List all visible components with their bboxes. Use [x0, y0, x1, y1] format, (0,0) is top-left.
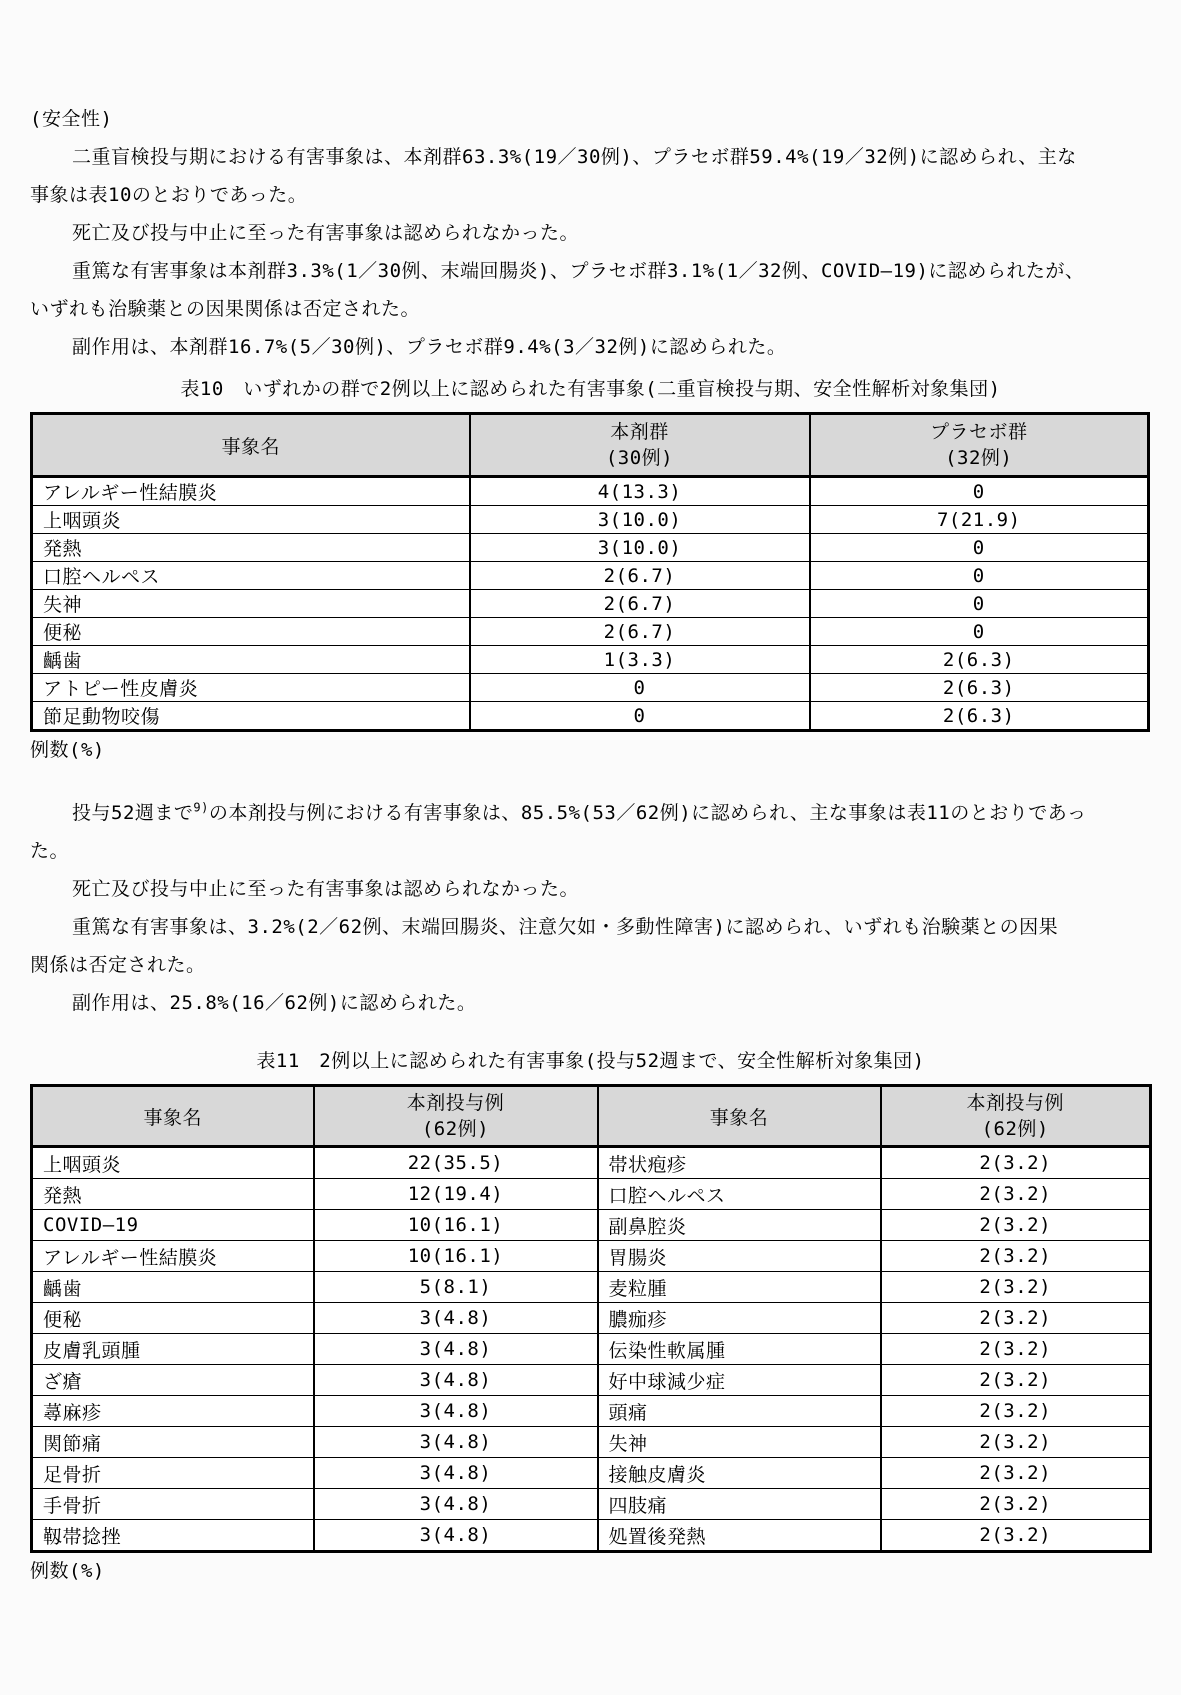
- table-row: [32, 1210, 1151, 1241]
- value-cell: 2(6.3): [810, 702, 1149, 731]
- event-cell: 発熱: [32, 534, 470, 562]
- event-cell: 接触皮膚炎: [598, 1458, 881, 1489]
- table11-header-cases-left: 本剤投与例 (62例): [314, 1086, 598, 1147]
- value-cell: 2(3.2): [881, 1520, 1151, 1552]
- value-cell: 2(3.2): [881, 1147, 1151, 1179]
- value-cell: 1(3.3): [470, 646, 810, 674]
- paragraph-line: いずれも治験薬との因果関係は否定された。: [30, 298, 421, 320]
- paragraph-text: の本剤投与例における有害事象は、85.5%(53／62例)に認められ、主な事象は表11のとおりであっ: [208, 802, 1087, 824]
- paragraph-line: [30, 794, 1151, 832]
- paragraph-line: 事象は表10のとおりであった。: [30, 184, 308, 206]
- value-cell: 22(35.5): [314, 1147, 598, 1179]
- table11-header-event-left: 事象名: [32, 1086, 314, 1147]
- table10-header-placebo: プラセボ群 (32例): [810, 414, 1149, 477]
- table-row: [32, 1489, 1151, 1520]
- event-cell: 口腔ヘルペス: [32, 562, 470, 590]
- value-cell: 2(3.2): [881, 1179, 1151, 1210]
- event-cell: 頭痛: [598, 1396, 881, 1427]
- table-row: [32, 1241, 1151, 1272]
- value-cell: 0: [810, 562, 1149, 590]
- value-cell: 3(4.8): [314, 1365, 598, 1396]
- table-row: [32, 534, 1149, 562]
- event-cell: 胃腸炎: [598, 1241, 881, 1272]
- paragraph-line: 重篤な有害事象は、3.2%(2／62例、末端回腸炎、注意欠如・多動性障害)に認められ、いずれも治験薬との因果: [72, 916, 1059, 938]
- table11-caption: 表11 2例以上に認められた有害事象(投与52週まで、安全性解析対象集団): [256, 1050, 925, 1072]
- table-row: [32, 590, 1149, 618]
- event-cell: 齲歯: [32, 1272, 314, 1303]
- value-cell: 0: [810, 534, 1149, 562]
- table-row: [32, 1520, 1151, 1552]
- event-cell: 発熱: [32, 1179, 314, 1210]
- value-cell: 2(6.3): [810, 646, 1149, 674]
- event-cell: COVID—19: [32, 1210, 314, 1241]
- value-cell: 2(3.2): [881, 1210, 1151, 1241]
- section-heading: (安全性): [30, 108, 113, 130]
- table-row: [32, 1179, 1151, 1210]
- event-cell: ざ瘡: [32, 1365, 314, 1396]
- event-cell: 関節痛: [32, 1427, 314, 1458]
- paragraph-line: 死亡及び投与中止に至った有害事象は認められなかった。: [72, 878, 580, 900]
- table-row: [32, 1458, 1151, 1489]
- table-row: [32, 1365, 1151, 1396]
- value-cell: 2(3.2): [881, 1365, 1151, 1396]
- footnote-reference-9: 9): [193, 800, 209, 815]
- event-cell: アトピー性皮膚炎: [32, 674, 470, 702]
- event-cell: アレルギー性結膜炎: [32, 1241, 314, 1272]
- table-row: [32, 646, 1149, 674]
- value-cell: 0: [470, 674, 810, 702]
- value-cell: 2(6.7): [470, 590, 810, 618]
- table11-header-event-right: 事象名: [598, 1086, 881, 1147]
- value-cell: 3(4.8): [314, 1489, 598, 1520]
- table-row: [32, 618, 1149, 646]
- paragraph-line: 重篤な有害事象は本剤群3.3%(1／30例、末端回腸炎)、プラセボ群3.1%(1／32例、COVID—19)に認められたが、: [72, 260, 1085, 282]
- value-cell: 0: [810, 590, 1149, 618]
- table11-header-row: [32, 1086, 1151, 1147]
- value-cell: 0: [810, 618, 1149, 646]
- table11: [30, 1084, 1152, 1553]
- table-row: [32, 506, 1149, 534]
- value-cell: 3(4.8): [314, 1334, 598, 1365]
- value-cell: 5(8.1): [314, 1272, 598, 1303]
- table10-header-event: 事象名: [32, 414, 470, 477]
- event-cell: 処置後発熱: [598, 1520, 881, 1552]
- paragraph-line: 副作用は、本剤群16.7%(5／30例)、プラセボ群9.4%(3／32例)に認められた。: [72, 336, 787, 358]
- value-cell: 2(6.7): [470, 618, 810, 646]
- event-cell: 便秘: [32, 618, 470, 646]
- table10: [30, 412, 1150, 732]
- value-cell: 4(13.3): [470, 477, 810, 506]
- second-text-block: [30, 794, 1151, 1022]
- value-cell: 2(3.2): [881, 1303, 1151, 1334]
- event-cell: 皮膚乳頭腫: [32, 1334, 314, 1365]
- event-cell: 伝染性軟属腫: [598, 1334, 881, 1365]
- table-row: [32, 1334, 1151, 1365]
- value-cell: 7(21.9): [810, 506, 1149, 534]
- event-cell: 口腔ヘルペス: [598, 1179, 881, 1210]
- value-cell: 2(3.2): [881, 1396, 1151, 1427]
- value-cell: 0: [810, 477, 1149, 506]
- value-cell: 3(10.0): [470, 506, 810, 534]
- event-cell: 上咽頭炎: [32, 506, 470, 534]
- table-row: [32, 702, 1149, 731]
- table-row: [32, 1272, 1151, 1303]
- event-cell: 上咽頭炎: [43, 1153, 122, 1176]
- paragraph-text: 投与52週まで: [72, 802, 194, 824]
- event-cell: アレルギー性結膜炎: [43, 482, 218, 504]
- event-cell: 足骨折: [32, 1458, 314, 1489]
- value-cell: 2(6.3): [810, 674, 1149, 702]
- value-cell: 3(4.8): [314, 1427, 598, 1458]
- event-cell: 失神: [598, 1427, 881, 1458]
- event-cell: 好中球減少症: [598, 1365, 881, 1396]
- paragraph-line: 関係は否定された。: [30, 954, 206, 976]
- value-cell: 3(10.0): [470, 534, 810, 562]
- value-cell: 0: [470, 702, 810, 731]
- event-cell: 麦粒腫: [598, 1272, 881, 1303]
- table-row: [32, 562, 1149, 590]
- value-cell: 3(4.8): [314, 1458, 598, 1489]
- table-row: [32, 477, 1149, 506]
- paragraph-line: 死亡及び投与中止に至った有害事象は認められなかった。: [72, 222, 580, 244]
- value-cell: 3(4.8): [314, 1303, 598, 1334]
- value-cell: 2(3.2): [881, 1334, 1151, 1365]
- event-cell: 帯状疱疹: [598, 1147, 881, 1179]
- event-cell: 膿痂疹: [598, 1303, 881, 1334]
- value-cell: 2(3.2): [881, 1458, 1151, 1489]
- value-cell: 2(6.7): [470, 562, 810, 590]
- value-cell: 3(4.8): [314, 1520, 598, 1552]
- table11-footnote: 例数(%): [30, 1560, 105, 1582]
- value-cell: 2(3.2): [881, 1489, 1151, 1520]
- paragraph-line: た。: [30, 840, 70, 862]
- event-cell: 蕁麻疹: [32, 1396, 314, 1427]
- event-cell: 手骨折: [32, 1489, 314, 1520]
- value-cell: 12(19.4): [314, 1179, 598, 1210]
- value-cell: 10(16.1): [314, 1210, 598, 1241]
- event-cell: 副鼻腔炎: [598, 1210, 881, 1241]
- table10-caption: 表10 いずれかの群で2例以上に認められた有害事象(二重盲検投与期、安全性解析対象集団): [180, 378, 1001, 400]
- event-cell: 四肢痛: [598, 1489, 881, 1520]
- event-cell: 失神: [32, 590, 470, 618]
- value-cell: 10(16.1): [314, 1241, 598, 1272]
- event-cell: 節足動物咬傷: [32, 702, 470, 731]
- paragraph-line: 二重盲検投与期における有害事象は、本剤群63.3%(19／30例)、プラセボ群59.4%(19／32例)に認められ、主な: [72, 146, 1077, 168]
- value-cell: 2(3.2): [881, 1241, 1151, 1272]
- table10-header-row: [32, 414, 1149, 477]
- paragraph-line: 副作用は、25.8%(16／62例)に認められた。: [72, 992, 477, 1014]
- event-cell: 齲歯: [32, 646, 470, 674]
- table-row: [32, 1147, 1151, 1179]
- table10-header-drug: 本剤群 (30例): [470, 414, 810, 477]
- table10-footnote: 例数(%): [30, 739, 105, 761]
- table-row: [32, 674, 1149, 702]
- table11-header-cases-right: 本剤投与例 (62例): [881, 1086, 1151, 1147]
- value-cell: 2(3.2): [881, 1427, 1151, 1458]
- value-cell: 2(3.2): [881, 1272, 1151, 1303]
- value-cell: 3(4.8): [314, 1396, 598, 1427]
- table-row: [32, 1427, 1151, 1458]
- event-cell: 便秘: [32, 1303, 314, 1334]
- event-cell: 靱帯捻挫: [32, 1520, 314, 1552]
- table-row: [32, 1303, 1151, 1334]
- table-row: [32, 1396, 1151, 1427]
